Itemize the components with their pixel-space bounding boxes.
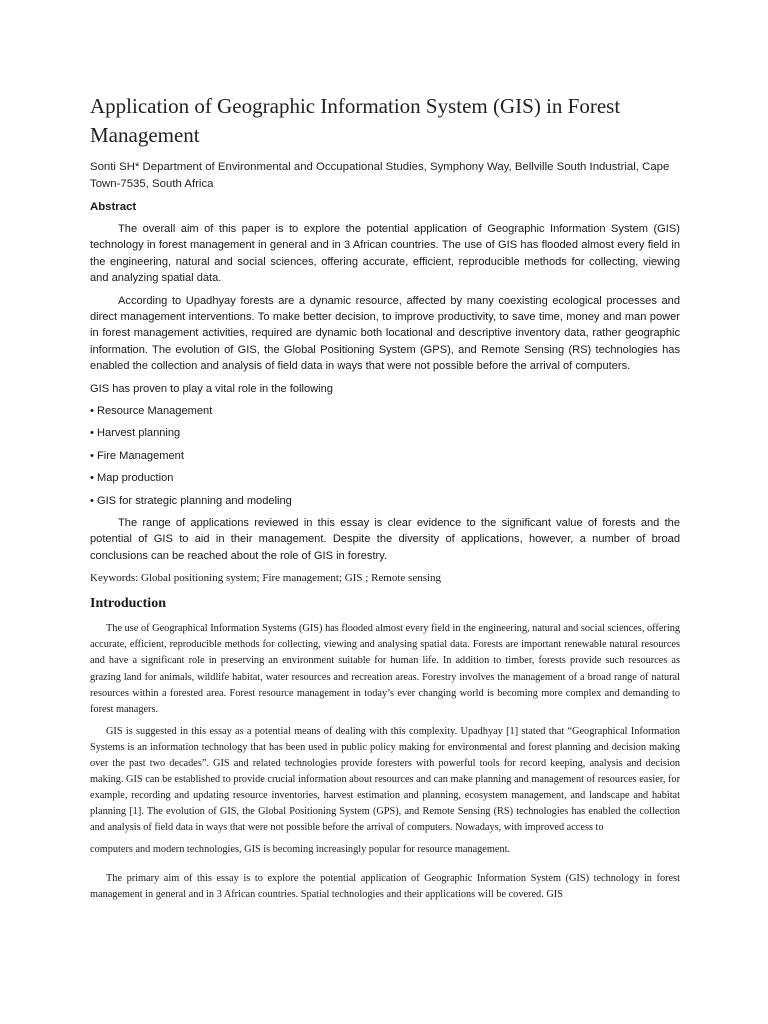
introduction-heading: Introduction xyxy=(90,596,166,612)
intro-paragraph-continuation: computers and modern technologies, GIS is becoming increasingly popular for resource management. xyxy=(90,844,511,856)
intro-paragraph: GIS is suggested in this essay as a potential means of dealing with this complexity. Upadhyay [1] stated that “Geographical Information Systems is an information technology that has been used in public policy making for environmental and forest planning and decision making over the past two decades”. GIS and related technologies provide foresters with powerful tools for record keeping, analysis and decision making. GIS can be established to provide crucial information about resources and can make planning and management of resources easier, for example, recording and updating resource inventories, harvest estimation and planning, ecosystem management, and landscape and habitat planning [1]. The evolution of GIS, the Global Positioning System (GPS), and Remote Sensing (RS) technologies has enabled the collection and analysis of field data in ways that were not possible before the arrival of computers. Nowadays, with improved access to xyxy=(90,725,680,834)
abstract-paragraph: The overall aim of this paper is to explore the potential application of Geographic Information System (GIS) technology in forest management in general and in 3 African countries. The use of GIS has flooded almost every field in the engineering, natural and social sciences, offering accurate, efficient, reproducible methods for collecting, viewing and analyzing spatial data. xyxy=(90,223,680,285)
author-affiliation: Sonti SH* Department of Environmental and Occupational Studies, Symphony Way, Bellville South Industrial, Cape Town-7535, South Africa xyxy=(90,161,670,190)
introduction-section xyxy=(90,621,680,903)
list-item: • GIS for strategic planning and modeling xyxy=(90,494,292,507)
list-item: • Resource Management xyxy=(90,405,213,418)
list-item: • Harvest planning xyxy=(90,427,181,440)
abstract-closing: The range of applications reviewed in this essay is clear evidence to the significant value of forests and the potential of GIS to aid in their management. Despite the diversity of applications, however, a number of broad conclusions can be reached about the role of GIS in forestry. xyxy=(90,517,680,562)
abstract-section xyxy=(90,221,680,564)
paper-title: Application of Geographic Information System (GIS) in Forest Management xyxy=(90,94,621,147)
intro-paragraph: The primary aim of this essay is to explore the potential application of Geographic Information System (GIS) technology in forest management in general and in 3 African countries. Spatial technologies and their applications will be covered. GIS xyxy=(90,872,680,900)
intro-paragraph: The use of Geographical Information Systems (GIS) has flooded almost every field in the engineering, natural and social sciences, offering accurate, efficient, reproducible methods for collecting, viewing and analysing spatial data. Forests are important renewable natural resources and have a significant role in preserving an environment suitable for human life. In addition to timber, forests provide such resources as grazing land for animals, wildlife habitat, water resources and recreation areas. Forestry involves the management of a broad range of natural resources within a forested area. Forest resource management in today’s ever changing world is becoming more complex and demanding to forest managers. xyxy=(90,623,680,715)
list-item: • Fire Management xyxy=(90,449,184,462)
gis-roles-list xyxy=(90,403,680,509)
abstract-heading: Abstract xyxy=(90,201,137,213)
list-intro: GIS has proven to play a vital role in the following xyxy=(90,382,333,395)
list-item: • Map production xyxy=(90,472,174,485)
keywords: Keywords: Global positioning system; Fire management; GIS ; Remote sensing xyxy=(90,572,442,585)
abstract-paragraph: According to Upadhyay forests are a dynamic resource, affected by many coexisting ecological processes and direct management interventions. To make better decision, to improve productivity, to save time, money and man power in forest management activities, required are dynamic both locational and descriptive inventory data, rather geographic information. The evolution of GIS, the Global Positioning System (GPS), and Remote Sensing (RS) technologies has enabled the collection and analysis of field data in ways that were not possible before the arrival of computers. xyxy=(90,294,680,373)
